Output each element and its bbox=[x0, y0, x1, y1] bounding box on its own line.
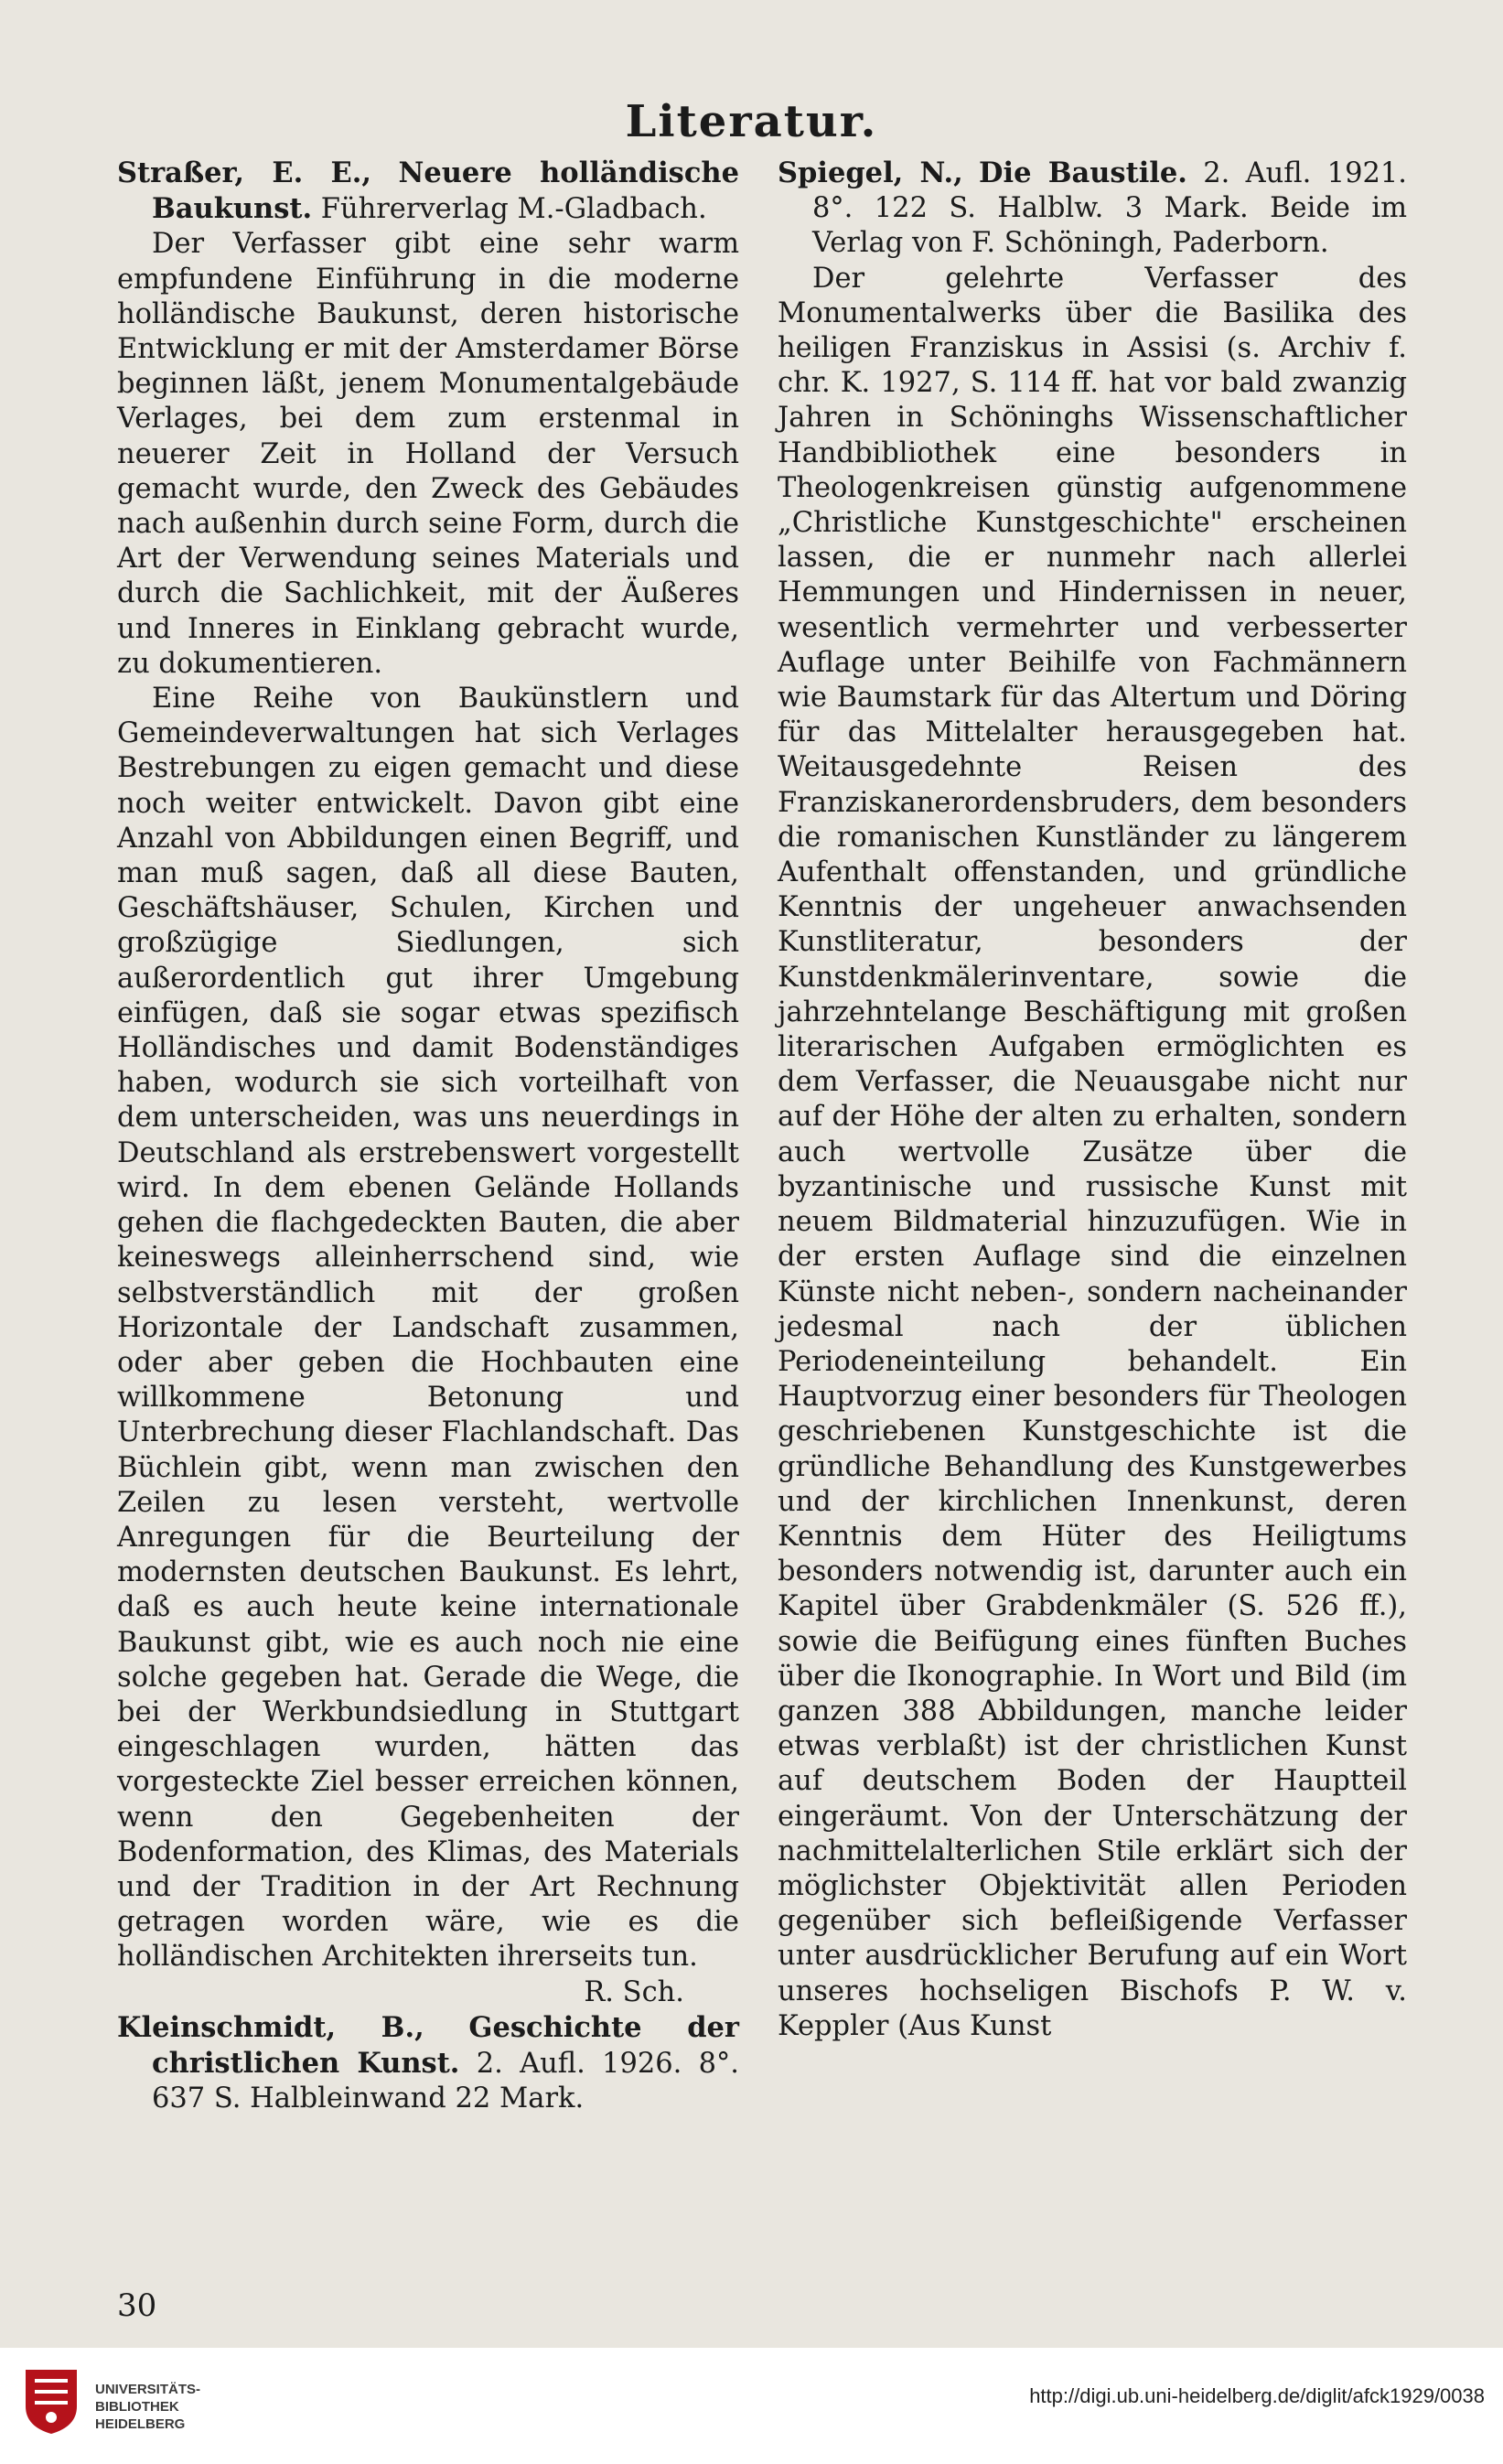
review-spiegel bbox=[778, 156, 1407, 2044]
review-heading bbox=[117, 2010, 739, 2117]
review-signature: R. Sch. bbox=[584, 1975, 684, 2008]
review-heading bbox=[778, 156, 1407, 262]
review-paragraph: Der gelehrte Verfasser des Monumentalwerks über die Basilika des heiligen Franziskus in Assisi (s. Archiv f. chr. K. 1927, S. 114 ff. hat vor bald zwanzig Jahren in Schöninghs Wissenschaftlicher Handbibliothek eine besonders in Theologenkreisen günstig aufgenommene „Christliche Kunstgeschichte" erscheinen lassen, die er nunmehr nach allerlei Hemmungen und Hindernissen in neuer, wesentlich vermehrter und verbesserter Auflage unter Beihilfe von Fachmännern wie Baumstark für das Altertum und Döring für das Mittelalter herausgegeben hat. Weitausgedehnte Reisen des Franziskanerordensbruders, dem besonders die romanischen Kunstländer zu längerem Aufenthalt offenstanden, und gründliche Kenntnis der ungeheuer anwachsenden Kunstliteratur, besonders der Kunstdenkmälerinventare, sowie die jahrzehntelange Beschäftigung mit großen literarischen Aufgaben ermöglichten es dem Verfasser, die Neuausgabe nicht nur auf der Höhe der alten zu erhalten, sondern auch wertvolle Zusätze über die byzantinische und russische Kunst mit neuem Bildmaterial hinzuzufügen. Wie in der ersten Auflage sind die einzelnen Künste nicht neben-, sondern nacheinander jedesmal nach der üblichen Periodeneinteilung behandelt. Ein Hauptvorzug einer besonders für Theologen geschriebenen Kunstgeschichte ist die gründliche Behandlung des Kunstgewerbes und der kirchlichen Innenkunst, deren Kenntnis dem Hüter des Heiligtums besonders notwendig ist, darunter auch ein Kapitel über Grabdenkmäler (S. 526 ff.), sowie die Beifügung eines fünften Buches über die Ikonographie. In Wort und Bild (im ganzen 388 Abbildungen, manche leider etwas verblaßt) ist der christlichen Kunst auf deutschem Boden der Hauptteil eingeräumt. Von der Unterschätzung der nachmittelalterlichen Stile erklärt sich der möglichster Objektivität allen Perioden gegenüber sich befleißigende Verfasser unter ausdrücklicher Berufung auf ein Wort unseres hochseligen Bischofs P. W. v. Keppler (Aus Kunst bbox=[778, 262, 1407, 2042]
footer-bar bbox=[0, 2348, 1503, 2464]
review-details: 2. Aufl. 1921. 8°. 122 S. Halblw. 3 Mark. Beide im Verlag von F. Schöningh, Paderborn. bbox=[812, 157, 1407, 260]
review-author: Spiegel, N., bbox=[778, 156, 963, 189]
source-url-link[interactable]: http://digi.ub.uni-heidelberg.de/diglit/afck1929/0038 bbox=[1029, 2384, 1485, 2407]
page-title: Literatur. bbox=[625, 96, 878, 147]
review-book-title: Die Baustile. bbox=[979, 156, 1187, 189]
logo-line: BIBLIOTHEK bbox=[95, 2399, 179, 2415]
review-paragraph: Der Verfasser gibt eine sehr warm empfundene Einführung in die moderne holländische Baukunst, deren historische Entwicklung er mit der Amsterdamer Börse beginnen läßt, jenem Monumentalgebäude Verlages, bei dem zum erstenmal in neuerer Zeit in Holland der Versuch gemacht wurde, den Zweck des Gebäudes nach außenhin durch seine Form, durch die Art der Verwendung seines Materials und durch die Sachlichkeit, mit der Äußeres und Inneres in Einklang gebracht wurde, zu dokumentieren. bbox=[117, 228, 739, 680]
library-seal-icon bbox=[22, 2366, 81, 2436]
right-column bbox=[778, 156, 1407, 2044]
page-number: 30 bbox=[117, 2287, 157, 2324]
left-column bbox=[117, 156, 739, 2116]
logo-line: UNIVERSITÄTS- bbox=[95, 2382, 201, 2397]
review-book-title: Neuere holländische Baukunst. bbox=[152, 156, 739, 226]
library-name bbox=[95, 2381, 200, 2433]
review-paragraph: Eine Reihe von Baukünstlern und Gemeindeverwaltungen hat sich Verlages Bestrebungen zu eigen gemacht und diese noch weiter entwickelt. Davon gibt eine Anzahl von Abbildungen einen Begriff, und man muß sagen, daß all diese Bauten, Geschäftshäuser, Schulen, Kirchen und großzügige Siedlungen, sich außerordentlich gut ihrer Umgebung einfügen, daß sie sogar etwas spezifisch Holländisches und damit Bodenständiges haben, wodurch sie sich vorteilhaft von dem unterscheiden, was uns neuerdings in Deutschland als erstrebenswert vorgestellt wird. In dem ebenen Gelände Hollands gehen die flachgedeckten Bauten, die aber keineswegs alleinherrschend sind, wie selbstverständlich mit der großen Horizontale der Landschaft zusammen, oder aber geben die Hochbauten eine willkommene Betonung und Unterbrechung dieser Flachlandschaft. Das Büchlein gibt, wenn man zwischen den Zeilen zu lesen versteht, wertvolle Anregungen für die Beurteilung der modernsten deutschen Baukunst. Es lehrt, daß es auch heute keine internationale Baukunst gibt, wie es auch noch nie eine solche gegeben hat. Gerade die Wege, die bei der Werkbundsiedlung in Stuttgart eingeschlagen wurden, hätten das vorgesteckte Ziel besser erreichen können, wenn den Gegebenheiten der Bodenformation, des Klimas, des Materials und der Tradition in der Art Rechnung getragen worden wäre, wie es die holländischen Architekten ihrerseits tun. bbox=[117, 683, 739, 1974]
review-author: Straßer, E. E., bbox=[117, 156, 372, 189]
logo-line: HEIDELBERG bbox=[95, 2416, 186, 2432]
review-author: Kleinschmidt, B., bbox=[117, 2010, 424, 2044]
library-logo[interactable] bbox=[22, 2366, 296, 2448]
review-publisher: Führerverlag M.-Gladbach. bbox=[320, 193, 707, 226]
review-kleinschmidt bbox=[117, 2010, 739, 2117]
review-strasser bbox=[117, 156, 739, 2010]
review-book-title: Geschichte der christlichen Kunst. bbox=[152, 2010, 739, 2080]
review-details: 2. Aufl. 1926. 8°. 637 S. Halbleinwand 22 Mark. bbox=[152, 2047, 739, 2115]
review-heading bbox=[117, 156, 739, 227]
